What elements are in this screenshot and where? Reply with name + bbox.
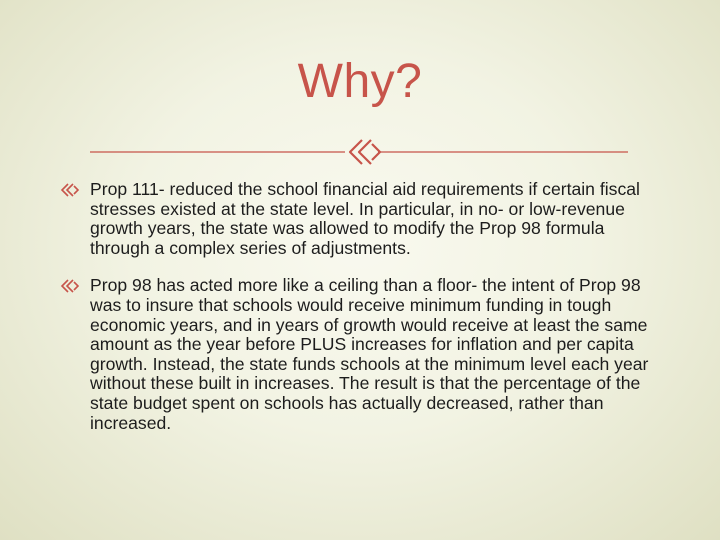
slide-title: Why? bbox=[297, 55, 423, 108]
bullet-text: Prop 111- reduced the school financial aid requirements if certain fiscal stresses existed at the state level. In particular, in no- or low-revenue growth years, the state was allowed to modify the Prop 98 formula through a complex series of adjustments. bbox=[90, 179, 640, 258]
bullet-text: Prop 98 has acted more like a ceiling than a floor- the intent of Prop 98 was to insure that schools would receive minimum funding in tough economic years, and in years of growth would receive at least the same amount as the year before PLUS increases for inflation and per capita growth. Instead, the state funds schools at the minimum level each year without these built in increases. The result is that the percentage of the state budget spent on schools has actually decreased, rather than increased. bbox=[90, 275, 649, 433]
two-arrows-bullet-icon bbox=[60, 182, 82, 198]
bullet-item bbox=[60, 276, 660, 433]
divider-arrows-icon bbox=[350, 140, 380, 164]
bullet-list bbox=[60, 180, 660, 451]
bullet-item bbox=[60, 180, 660, 258]
two-arrows-bullet-icon bbox=[60, 278, 82, 294]
title-divider bbox=[0, 130, 720, 170]
